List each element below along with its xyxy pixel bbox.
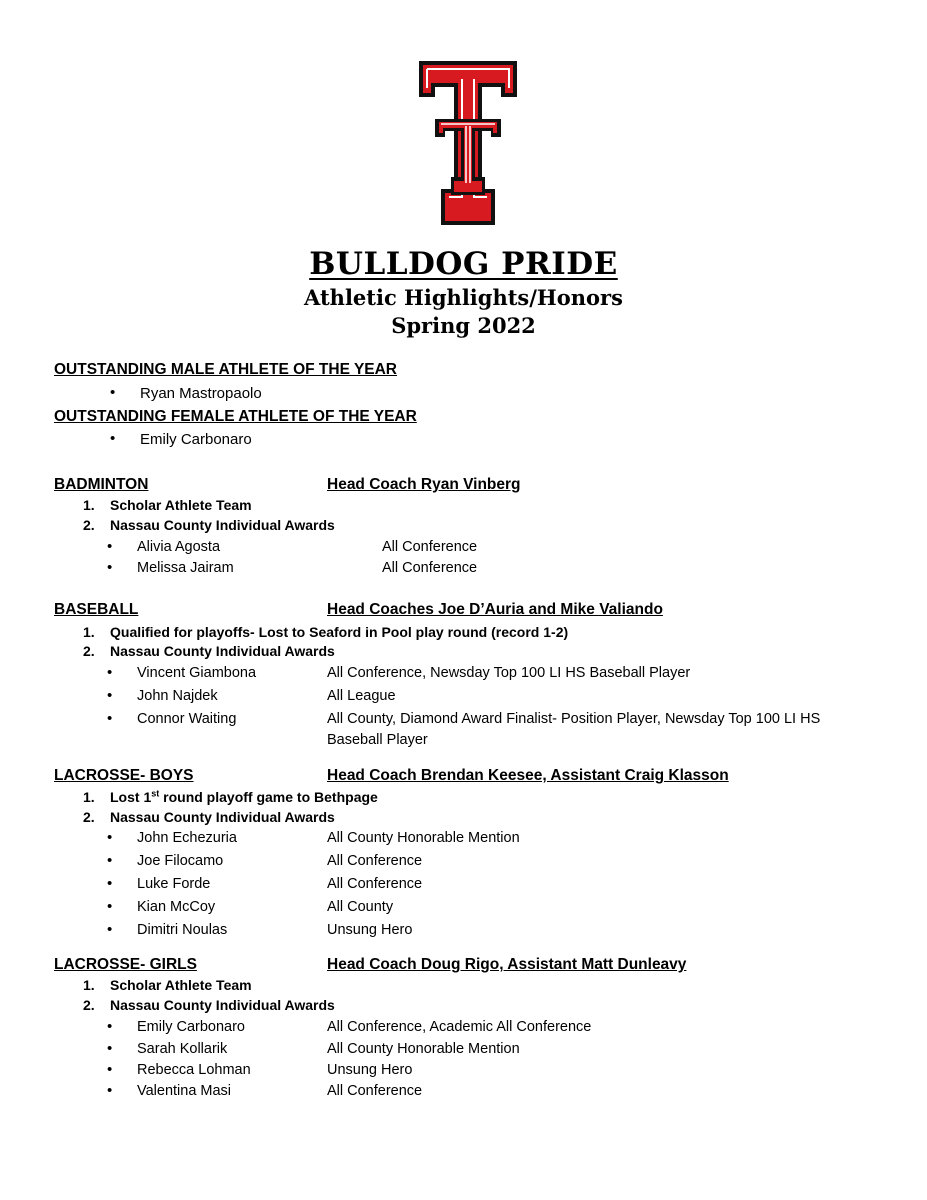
sport-heading-lacrosse-girls: LACROSSE- GIRLS [54,956,197,973]
award-value: Unsung Hero [327,922,413,938]
award-value: All County Honorable Mention [327,830,520,846]
award-value: All Conference, Academic All Conference [327,1019,592,1035]
award-name: • Alivia Agosta [137,539,220,555]
award-name: • Rebecca Lohman [137,1062,251,1078]
list-item: 1. Scholar Athlete Team [83,977,252,993]
female-athlete-name: • Emily Carbonaro [140,431,252,448]
award-name: • Joe Filocamo [137,853,223,869]
award-value: All Conference [382,560,478,576]
list-item: 2. Nassau County Individual Awards [83,809,335,825]
award-name: • Melissa Jairam [137,560,234,576]
female-athlete-heading: OUTSTANDING FEMALE ATHLETE OF THE YEAR [54,408,417,425]
award-name: • Vincent Giambona [137,665,256,681]
award-name: • John Echezuria [137,830,237,846]
page-subtitle: Athletic Highlights/Honors [304,285,623,310]
award-value: All Conference [382,539,478,555]
coach-baseball: Head Coaches Joe D’Auria and Mike Valiando [327,601,663,618]
page-title: BULLDOG PRIDE [309,246,618,282]
list-item: 1. Scholar Athlete Team [83,497,252,513]
award-value: All Conference, Newsday Top 100 LI HS Baseball Player [327,665,691,681]
coach-lacrosse-boys: Head Coach Brendan Keesee, Assistant Craig Klasson [327,767,729,784]
double-t-logo-icon [413,57,523,229]
male-athlete-heading: OUTSTANDING MALE ATHLETE OF THE YEAR [54,361,398,378]
sport-heading-badminton: BADMINTON [54,476,149,493]
award-value: All Conference [327,1083,423,1099]
award-name: • Kian McCoy [137,899,215,915]
award-name: • Sarah Kollarik [137,1041,227,1057]
sport-heading-lacrosse-boys: LACROSSE- BOYS [54,767,194,784]
list-item: 1. Qualified for playoffs- Lost to Seaford in Pool play round (record 1-2) [83,624,569,640]
award-name: • Luke Forde [137,876,210,892]
male-athlete-name: • Ryan Mastropaolo [140,385,262,402]
award-name: • Dimitri Noulas [137,922,227,938]
list-item: 2. Nassau County Individual Awards [83,643,335,659]
award-value: All County [327,899,394,915]
award-value-continued: Baseball Player [327,732,428,748]
award-value: All County Honorable Mention [327,1041,520,1057]
coach-lacrosse-girls: Head Coach Doug Rigo, Assistant Matt Dunleavy [327,956,687,973]
list-item: 2. Nassau County Individual Awards [83,517,335,533]
award-name: • Connor Waiting [137,711,236,727]
list-item: 2. Nassau County Individual Awards [83,997,335,1013]
award-value: All Conference [327,853,423,869]
award-name: • Valentina Masi [137,1083,231,1099]
award-name: • John Najdek [137,688,218,704]
coach-badminton: Head Coach Ryan Vinberg [327,476,521,493]
sport-heading-baseball: BASEBALL [54,601,139,618]
award-value: All County, Diamond Award Finalist- Position Player, Newsday Top 100 LI HS [327,711,821,727]
award-value: All Conference [327,876,423,892]
season-title: Spring 2022 [391,313,536,338]
award-value: All League [327,688,396,704]
list-item: 1. Lost 1st round playoff game to Bethpage [83,788,378,805]
award-value: Unsung Hero [327,1062,413,1078]
award-name: • Emily Carbonaro [137,1019,245,1035]
